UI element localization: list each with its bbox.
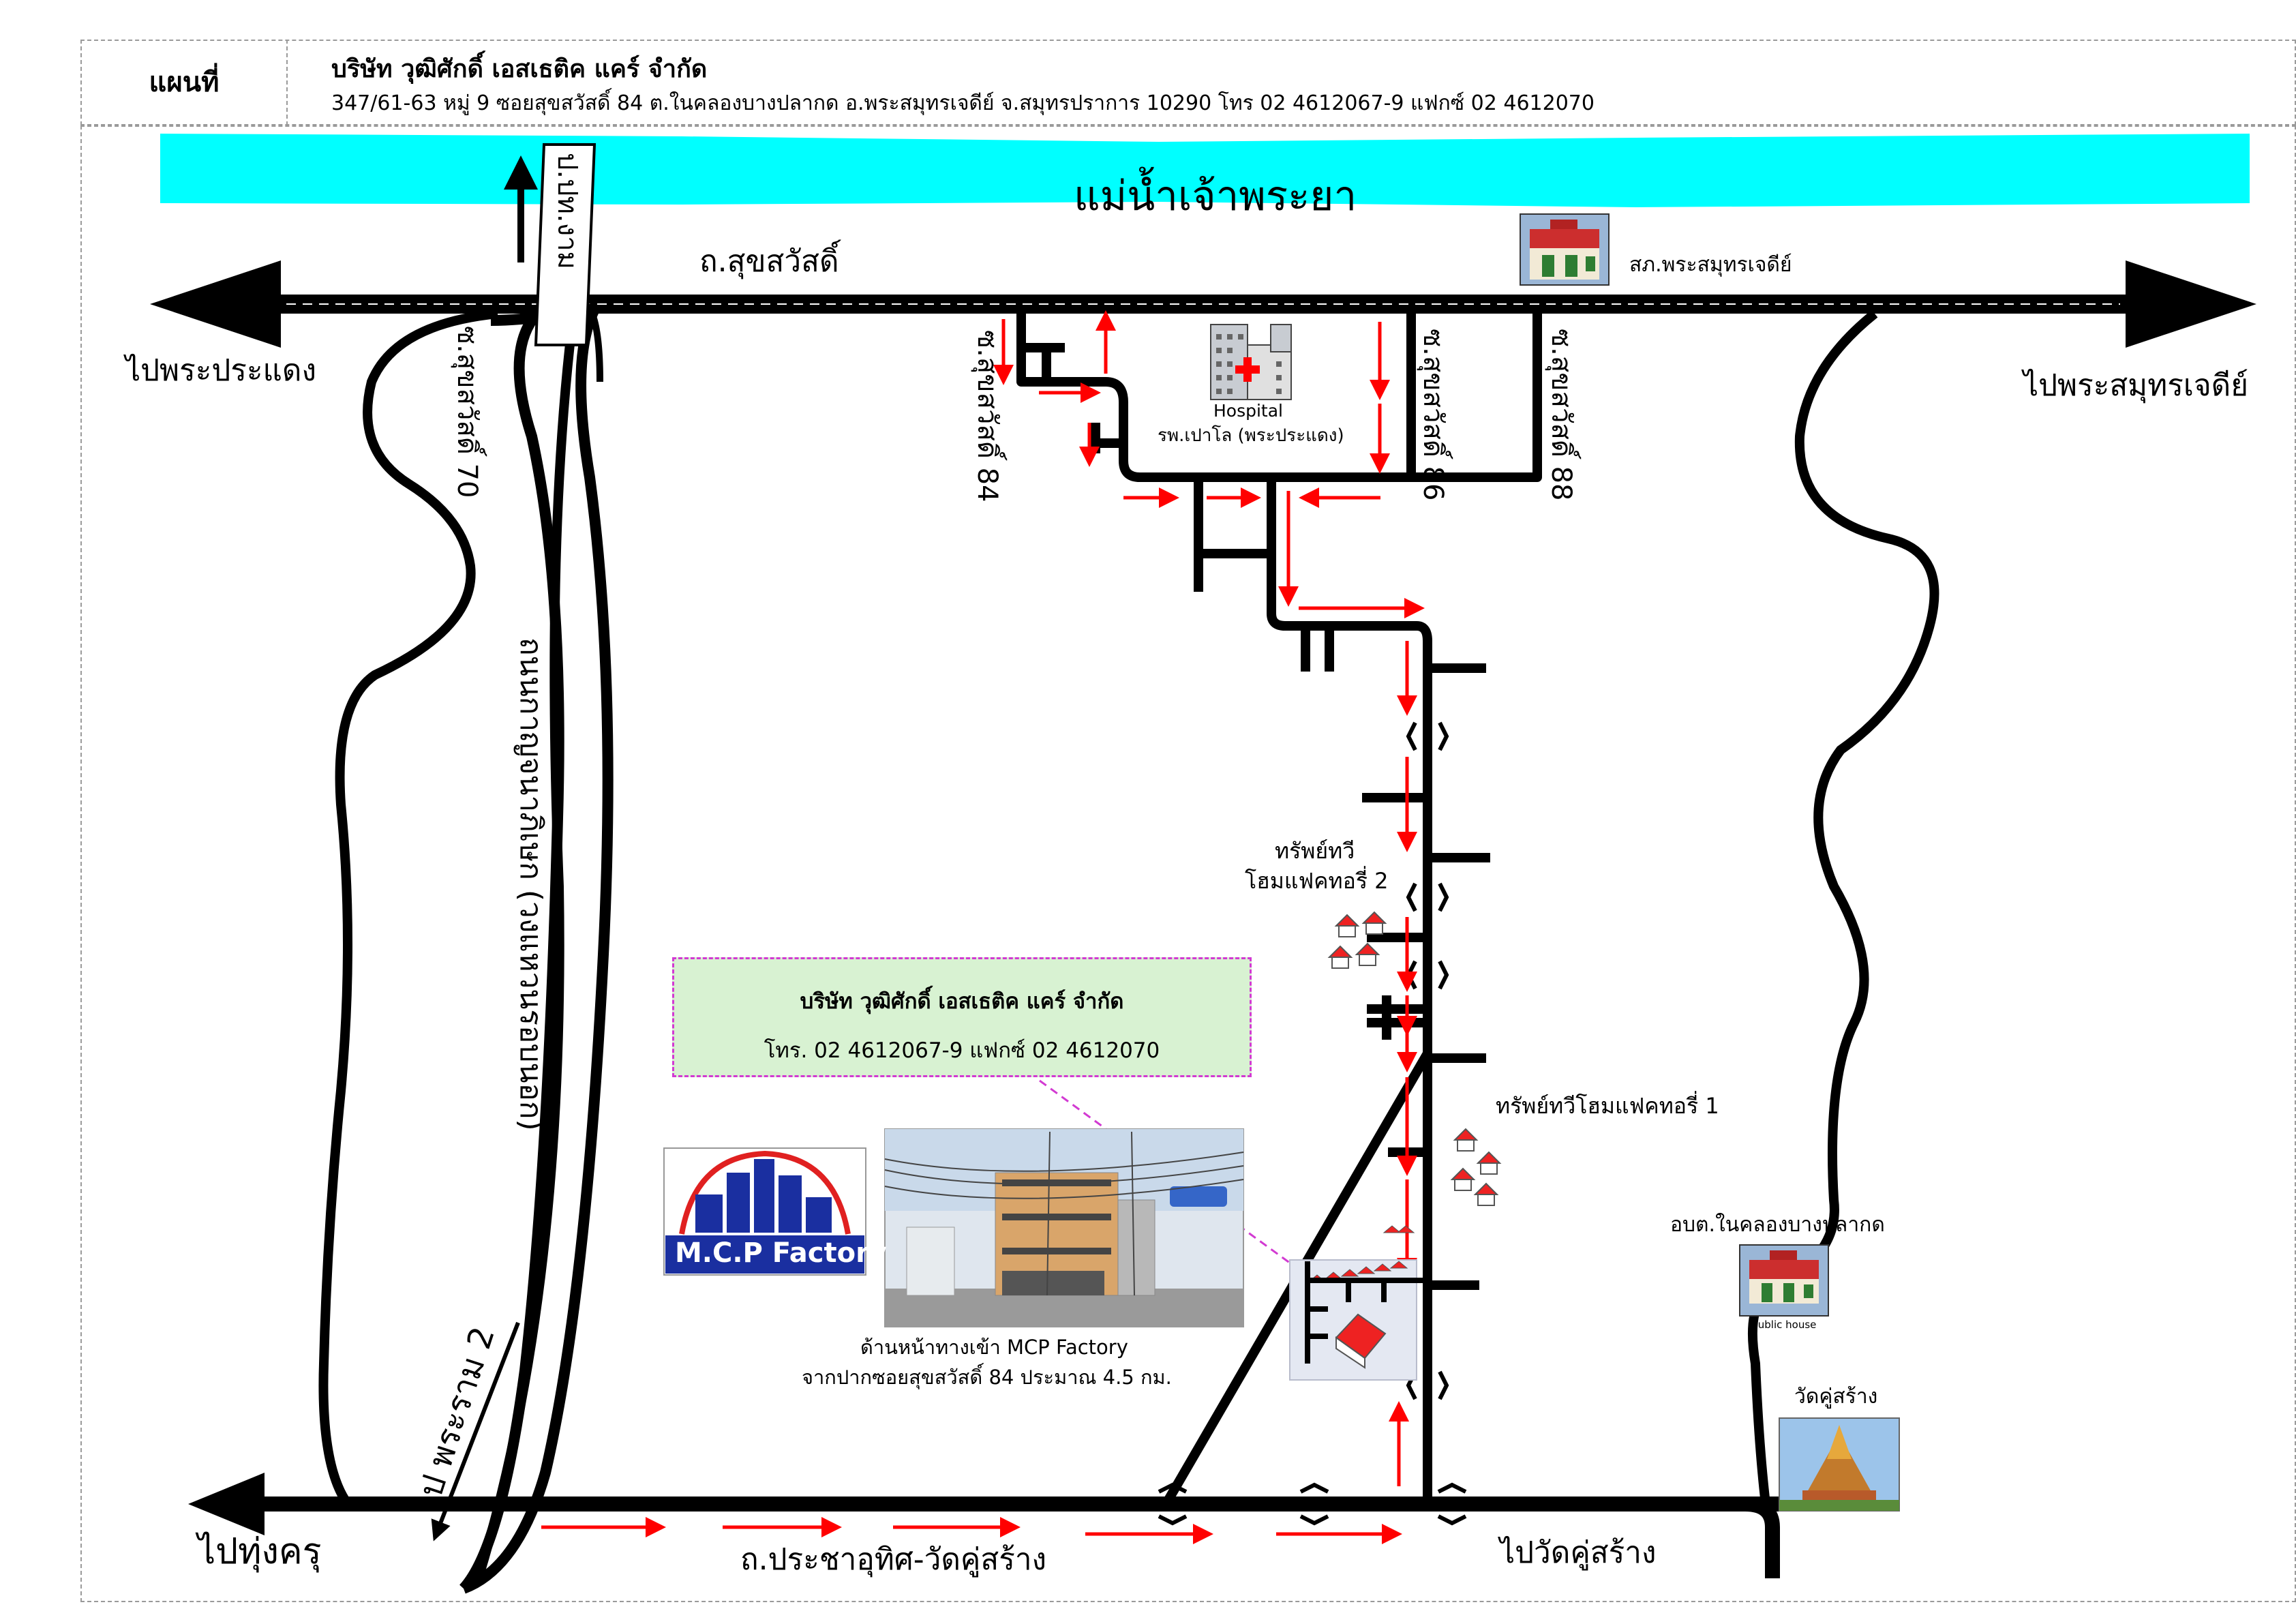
mcp-logo-text: M.C.P Factory bbox=[675, 1237, 887, 1269]
temple-icon bbox=[1779, 1418, 1899, 1511]
to-wat-khusang-label: ไปวัดคู่สร้าง bbox=[1500, 1535, 1657, 1570]
subdistrict-office-label: อบต.ในคลองบางปลากด bbox=[1670, 1213, 1885, 1237]
suksawat-road-label: ถ.สุขสวัสดิ์ bbox=[699, 244, 839, 279]
factory-photo bbox=[885, 1129, 1243, 1327]
property-1-label: ทรัพย์ทวีโฮมแฟคทอรี่ 1 bbox=[1496, 1093, 1719, 1119]
hospital-th-label: รพ.เปาโล (พระประแดง) bbox=[1158, 425, 1344, 446]
wat-label: วัดคู่สร้าง bbox=[1794, 1385, 1878, 1409]
property-2-label-line1: ทรัพย์ทวี bbox=[1275, 838, 1355, 864]
to-thungkru-label: ไปทุ่งครุ bbox=[198, 1531, 322, 1572]
info-box-company: บริษัท วุฒิศักดิ์ เอสเธติค แคร์ จำกัด bbox=[800, 989, 1124, 1014]
bridge-label: ป.ปท.งาม bbox=[552, 153, 583, 269]
soi-84-label: ซ.สุขสวัสดิ์ 84 bbox=[971, 330, 1003, 502]
outer-ring-road-label: ถนนกาญจนาภิเษก (วงแหวนรอบนอก) bbox=[513, 637, 548, 1131]
photo-caption-1: ด้านหน้าทางเข้า MCP Factory bbox=[860, 1336, 1128, 1359]
hospital-en-label: Hospital bbox=[1213, 401, 1284, 421]
public-house-icon bbox=[1740, 1245, 1828, 1316]
soi-88-label: ซ.สุขสวัสดิ์ 88 bbox=[1545, 329, 1577, 501]
header-company-name: บริษัท วุฒิศักดิ์ เอสเธติค แคร์ จำกัด bbox=[331, 55, 708, 83]
public-house-label: Public house bbox=[1752, 1319, 1817, 1331]
river-label: แม่น้ำเจ้าพระยา bbox=[1074, 172, 1357, 220]
info-box-contact: โทร. 02 4612067-9 แฟกซ์ 02 4612070 bbox=[764, 1038, 1160, 1063]
property-2-label-line2: โฮมแฟคทอรี่ 2 bbox=[1245, 868, 1389, 894]
hospital-icon bbox=[1211, 325, 1291, 400]
photo-caption-2: จากปากซอยสุขสวัสดิ์ 84 ประมาณ 4.5 กม. bbox=[802, 1366, 1172, 1389]
to-phrasamut-label: ไปพระสมุทรเจดีย์ bbox=[2023, 368, 2248, 403]
soi-70-label: ซ.สุขสวัสดิ์ 70 bbox=[451, 326, 483, 498]
police-station-icon bbox=[1520, 214, 1609, 285]
to-rama2-label: ไป พระราม 2 bbox=[406, 1322, 502, 1518]
soi-86-label: ซ.สุขสวัสดิ์ 86 bbox=[1417, 329, 1449, 501]
company-info-box bbox=[672, 957, 1252, 1077]
map-label: แผนที่ bbox=[149, 67, 220, 98]
pracha-uthit-road-label: ถ.ประชาอุทิศ-วัดคู่สร้าง bbox=[740, 1542, 1047, 1577]
header-address: 347/61-63 หมู่ 9 ซอยสุขสวัสดิ์ 84 ต.ในคลองบางปลากด อ.พระสมุทรเจดีย์ จ.สมุทรปราการ 10290 โทร 02 4612067-9 แฟกซ์ 02 4612070 bbox=[331, 91, 1595, 115]
police-station-label: สภ.พระสมุทรเจดีย์ bbox=[1629, 253, 1792, 277]
to-phrapradaeng-label: ไปพระประแดง bbox=[125, 353, 316, 388]
